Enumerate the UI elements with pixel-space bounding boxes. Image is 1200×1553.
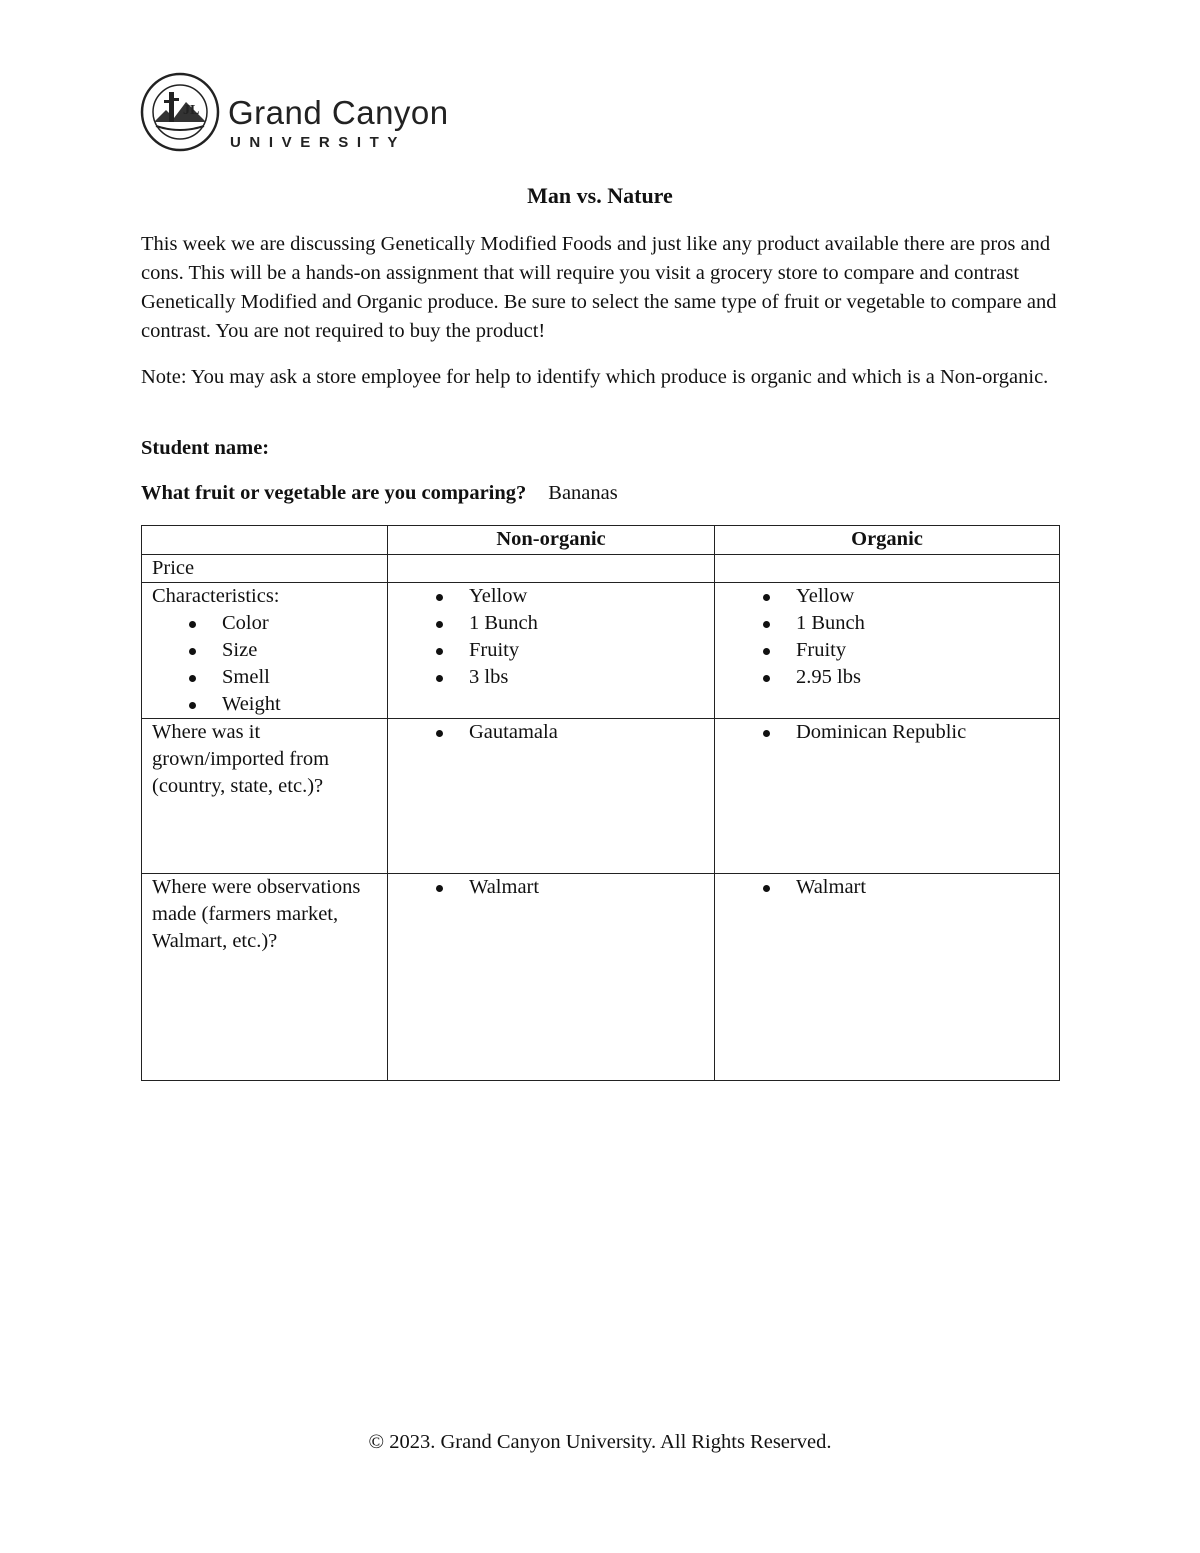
organic-observation-list <box>725 874 1049 901</box>
organic-origin-cell <box>715 719 1060 874</box>
organic-characteristics-list <box>725 583 1049 691</box>
characteristics-list <box>152 610 377 718</box>
list-item: Weight <box>152 691 377 718</box>
student-name-line <box>141 437 269 460</box>
table-row-observation <box>142 874 1060 1081</box>
comparison-question-label: What fruit or vegetable are you comparing? <box>141 482 527 504</box>
non-organic-observation-cell <box>388 874 715 1081</box>
table-row-origin <box>142 719 1060 874</box>
list-item: Yellow <box>398 583 704 610</box>
comparison-answer: Bananas <box>548 482 618 504</box>
list-item: 2.95 lbs <box>725 664 1049 691</box>
list-item: Fruity <box>725 637 1049 664</box>
list-item: Fruity <box>398 637 704 664</box>
observation-label: Where were observations made (farmers market, Walmart, etc.)? <box>142 874 388 1081</box>
price-label: Price <box>142 555 388 583</box>
list-item: 1 Bunch <box>398 610 704 637</box>
origin-label: Where was it grown/imported from (country, state, etc.)? <box>142 719 388 874</box>
list-item: Smell <box>152 664 377 691</box>
logo-wordmark: Grand Canyon <box>228 94 449 131</box>
svg-text:JL: JL <box>183 103 200 118</box>
list-item: Size <box>152 637 377 664</box>
list-item: 1 Bunch <box>725 610 1049 637</box>
list-item: 3 lbs <box>398 664 704 691</box>
characteristics-label: Characteristics: <box>152 585 280 607</box>
organic-observation-cell <box>715 874 1060 1081</box>
list-item: Dominican Republic <box>725 719 1049 746</box>
list-item: Yellow <box>725 583 1049 610</box>
organic-origin-list <box>725 719 1049 746</box>
list-item: Walmart <box>725 874 1049 901</box>
non-organic-origin-list <box>398 719 704 746</box>
organic-price-cell <box>715 555 1060 583</box>
list-item: Walmart <box>398 874 704 901</box>
page-title: Man vs. Nature <box>527 183 673 208</box>
organic-characteristics-cell <box>715 583 1060 719</box>
table-row-price <box>142 555 1060 583</box>
header-organic: Organic <box>715 526 1060 555</box>
comparison-table <box>141 525 1060 1081</box>
note-paragraph: Note: You may ask a store employee for help to identify which produce is organic and which is a Non-organic. <box>141 366 1049 388</box>
table-header-row <box>142 526 1060 555</box>
header-non-organic: Non-organic <box>388 526 715 555</box>
intro-paragraph: This week we are discussing Genetically Modified Foods and just like any product available there are pros and cons. This will be a hands-on assignment that will require you visit a grocery store to compare and contrast Genetically Modified and Organic produce. Be sure to select the same type of fruit or vegetable to compare and contrast. You are not required to buy the product! <box>141 233 1057 342</box>
copyright-footer: © 2023. Grand Canyon University. All Rights Reserved. <box>368 1431 832 1453</box>
university-seal-icon <box>140 72 220 152</box>
list-item: Color <box>152 610 377 637</box>
header-blank-cell <box>142 526 388 555</box>
characteristics-label-cell <box>142 583 388 719</box>
table-row-characteristics <box>142 583 1060 719</box>
non-organic-observation-list <box>398 874 704 901</box>
non-organic-price-cell <box>388 555 715 583</box>
comparison-question-line <box>141 482 618 505</box>
university-logo <box>140 72 510 152</box>
student-name-label: Student name: <box>141 437 270 459</box>
non-organic-origin-cell <box>388 719 715 874</box>
list-item: Gautamala <box>398 719 704 746</box>
non-organic-characteristics-list <box>398 583 704 691</box>
logo-subtitle: UNIVERSITY <box>230 134 407 151</box>
non-organic-characteristics-cell <box>388 583 715 719</box>
